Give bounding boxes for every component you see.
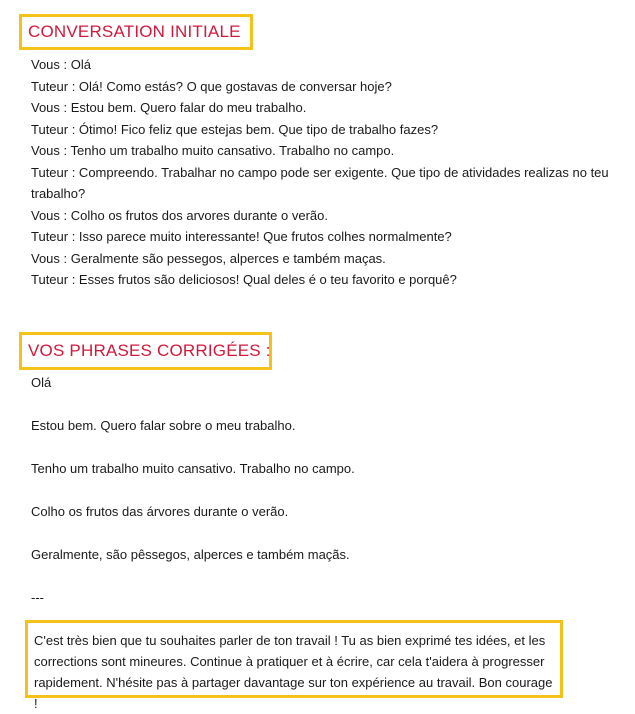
conversation-line: Tuteur : Esses frutos são deliciosos! Qual deles é o teu favorito e porquê? [31, 272, 457, 287]
corrections-heading: VOS PHRASES CORRIGÉES : [28, 341, 271, 360]
conversation-heading-box [19, 14, 253, 50]
conversation-line: Tuteur : Compreendo. Trabalhar no campo pode ser exigente. Que tipo de atividades realizas no teu trabalho? [31, 164, 609, 201]
corrected-phrase: Olá [31, 375, 52, 390]
feedback-text: C'est très bien que tu souhaites parler de ton travail ! Tu as bien exprimé tes idées, et les corrections sont mineures. Continue à pratiquer et à écrire, car cela t'aidera à progresser rapidement. N'hésite pas à partager davantage sur ton expérience au travail. Bon courage ! [34, 633, 553, 711]
corrected-phrase: Estou bem. Quero falar sobre o meu trabalho. [31, 418, 296, 433]
feedback-box [25, 620, 563, 711]
corrections-heading-box [19, 332, 272, 370]
conversation-line: Vous : Colho os frutos dos arvores durante o verão. [31, 207, 329, 223]
separator: --- [31, 590, 44, 605]
corrected-phrase: Colho os frutos das árvores durante o verão. [31, 504, 289, 519]
conversation-line: Tuteur : Isso parece muito interessante! Que frutos colhes normalmente? [31, 229, 452, 244]
corrected-phrase: Tenho um trabalho muito cansativo. Trabalho no campo. [31, 461, 355, 476]
conversation-transcript [31, 54, 621, 291]
conversation-line: Vous : Geralmente são pessegos, alperces e também maças. [31, 250, 386, 266]
conversation-line: Tuteur : Olá! Como estás? O que gostavas de conversar hoje? [31, 78, 392, 94]
conversation-line: Tuteur : Ótimo! Fico feliz que estejas bem. Que tipo de trabalho fazes? [31, 121, 439, 137]
conversation-heading: CONVERSATION INITIALE [28, 22, 241, 41]
conversation-line: Vous : Tenho um trabalho muito cansativo. Trabalho no campo. [31, 143, 395, 158]
corrected-phrase: Geralmente, são pêssegos, alperces e também maçãs. [31, 547, 350, 562]
conversation-line: Vous : Olá [31, 57, 91, 72]
corrected-phrases [31, 372, 621, 609]
conversation-line: Vous : Estou bem. Quero falar do meu trabalho. [31, 100, 307, 115]
